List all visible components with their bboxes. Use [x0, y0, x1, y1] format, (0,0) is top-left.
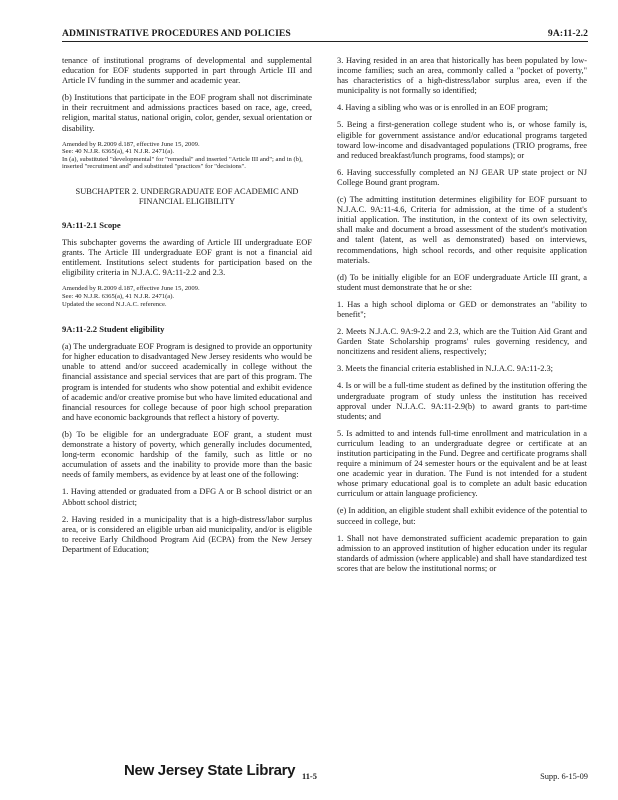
subchapter-heading: SUBCHAPTER 2. UNDERGRADUATE EOF ACADEMIC AND FINANCIAL ELIGIBILITY	[75, 187, 299, 207]
section-heading: 9A:11-2.1 Scope	[62, 219, 121, 230]
amendment-line: In (a), substituted "developmental" for "remedial" and inserted "Article III and"; and in (b), inserted "recruitment and" and substituted "practices" for "decisions".	[62, 155, 303, 171]
list-item: 1. Having attended or graduated from a DFG A or B school district or an Abbott school district;	[62, 487, 312, 507]
list-item: 4. Is or will be a full-time student as defined by the institution offering the undergraduate program of study unless the institution has received approval under N.J.A.C. 9A:11-2.9(b) to award grants to part-time students; and	[337, 381, 587, 421]
section-heading: 9A:11-2.2 Student eligibility	[62, 324, 165, 335]
supplement-date: Supp. 6-15-09	[540, 772, 588, 781]
left-column	[62, 56, 312, 562]
amendment-line: See: 40 N.J.R. 6365(a), 41 N.J.R. 2471(a).	[62, 148, 175, 156]
amendment-line: See: 40 N.J.R. 6365(a), 41 N.J.R. 2471(a).	[62, 292, 175, 300]
list-item: 3. Meets the financial criteria established in N.J.A.C. 9A:11-2.3;	[337, 364, 553, 374]
list-item: 2. Meets N.J.A.C. 9A:9-2.2 and 2.3, which are the Tuition Aid Grant and Garden State Scholarship programs' rules governing residency, and noncitizens and resident aliens, respectively;	[337, 327, 587, 357]
paragraph: tenance of institutional programs of developmental and supplemental education for EOF students supported in part through Article III and Article IV funding in the summer and academic year.	[62, 56, 312, 86]
paragraph: (c) The admitting institution determines eligibility for EOF pursuant to N.J.A.C. 9A:11-4.6, Criteria for admission, at the time of a student's initial application. The institution, in the context of its own selectivity, shall make and document a broad assessment of the student's motivation and talent (latent, as well as demonstrated) based on interviews, recommendations, high school records, and other requisite application materials.	[337, 195, 587, 265]
list-item: 1. Shall not have demonstrated sufficient academic preparation to gain admission to an approved institution of higher education under its regular standards of admission (where applicable) and shall have standardized test scores that are below the institutional norms; or	[337, 533, 587, 573]
page-number: 11-5	[302, 772, 317, 781]
library-stamp: New Jersey State Library	[124, 762, 296, 779]
list-item: 5. Being a first-generation college student who is, or whose family is, eligible for government assistance and/or educational programs targeted toward low-income and disadvantaged populations (TRIO programs, free and reduced breakfast/lunch programs, food stamps); or	[337, 120, 587, 160]
list-item: 4. Having a sibling who was or is enrolled in an EOF program;	[337, 103, 548, 113]
paragraph: (b) To be eligible for an undergraduate EOF grant, a student must demonstrate a history of poverty, which generally includes documented, long-term economic hardship of the family, such as little or no accumulation of assets and the inability to provide more than the basic needs of family members, as evidence by at least one of the following:	[62, 429, 312, 480]
amendment-line: Amended by R.2009 d.187, effective June 15, 2009.	[62, 285, 200, 293]
list-item: 1. Has a high school diploma or GED or demonstrates an "ability to benefit";	[337, 299, 587, 319]
paragraph: This subchapter governs the awarding of Article III undergraduate EOF grants. The Article III undergraduate EOF grant is not a financial aid entitlement. Institutions select students for participation based on the eligibility criteria in N.J.A.C. 9A:11-2.2 and 2.3.	[62, 237, 312, 278]
paragraph: (b) Institutions that participate in the EOF program shall not discriminate in their recruitment and admissions practices based on race, age, creed, religion, marital status, national origin, color, gender, sexual orientation or disability.	[62, 93, 312, 133]
paragraph: (a) The undergraduate EOF Program is designed to provide an opportunity for higher education to disadvantaged New Jersey residents who would be unable to attend and/or succeed academically in college without the financial assistance and special services that are part of this program. The program is intended for students who show potential and exhibit evidence of academic and/or creative promise but who have limited educational and financial resources for college because of poor high school preparation and have economic backgrounds that reflect a history of poverty.	[62, 342, 312, 422]
amendment-line: Updated the second N.J.A.C. reference.	[62, 300, 167, 308]
header-section: 9A:11-2.2	[547, 28, 588, 39]
header-title: ADMINISTRATIVE PROCEDURES AND POLICIES	[62, 28, 291, 39]
list-item: 5. Is admitted to and intends full-time enrollment and matriculation in a curriculum leading to an undergraduate degree or certificate at an institution participating in the Fund. Degree and certificate programs shall require a minimum of 24 semester hours or the equivalent and be at least one academic year in duration. The Fund is not intended for a student whose primary educational goal is to complete an adult basic education curriculum or attain language proficiency.	[337, 428, 587, 499]
list-item: 3. Having resided in an area that historically has been populated by low-income families; such an area, commonly called a "pocket of poverty," has characteristics of a high-distress/labor surplus area, even if the municipality is not formally so identified;	[337, 56, 587, 96]
paragraph: (d) To be initially eligible for an EOF undergraduate Article III grant, a student must demonstrate that he or she:	[337, 272, 587, 292]
list-item: 6. Having successfully completed an NJ GEAR UP state project or NJ College Bound grant program.	[337, 167, 587, 187]
header-rule	[62, 41, 588, 42]
right-column	[337, 56, 587, 581]
amendment-note	[62, 285, 312, 308]
amendment-line: Amended by R.2009 d.187, effective June 15, 2009.	[62, 140, 200, 148]
list-item: 2. Having resided in a municipality that is a high-distress/labor surplus area, or is considered an eligible urban aid municipality, and/or is eligible to receive Early Childhood Program Aid (ECPA) from the New Jersey Department of Education;	[62, 514, 312, 554]
paragraph: (e) In addition, an eligible student shall exhibit evidence of the potential to succeed in college, but:	[337, 506, 588, 526]
amendment-note	[62, 141, 312, 171]
running-header	[62, 22, 588, 42]
